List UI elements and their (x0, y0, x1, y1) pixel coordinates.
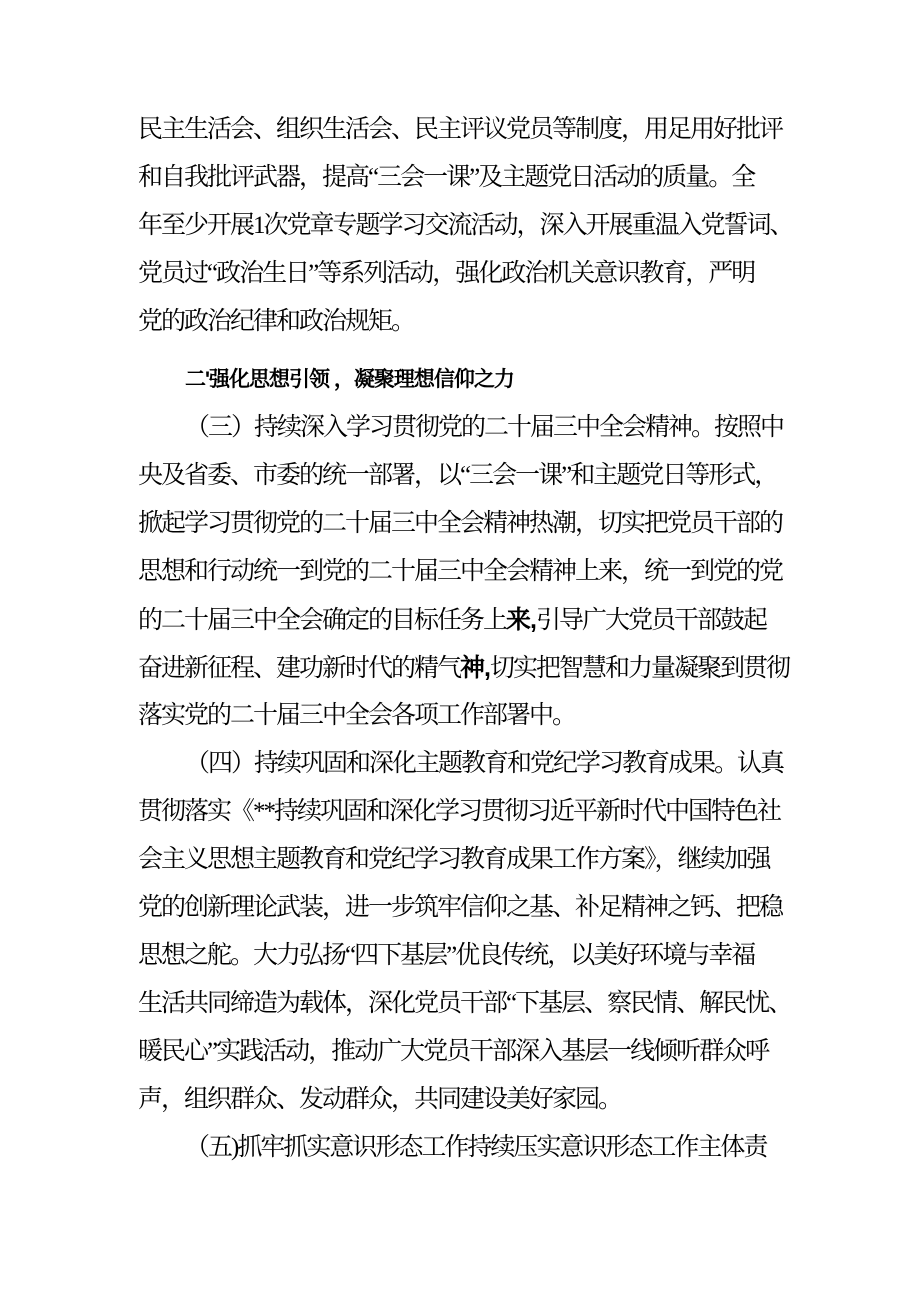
text-line (138, 404, 838, 452)
text-line (138, 692, 838, 740)
text-line (138, 836, 838, 884)
text-line (138, 1076, 838, 1124)
text-segment: 党员过“政治生日”等系列活动，强化政治机关意识教育，严明 (138, 260, 755, 287)
text-segment: 会主义思想主题教育和党纪学习教育成果工作方案》，继续加强 (138, 846, 770, 873)
text-segment: （五)抓牢抓实意识形态工作持续压实意识形态工作主体责 (185, 1134, 767, 1161)
text-segment: 二'强化思想引领 ，凝聚理想信仰之力 (185, 368, 514, 391)
text-segment: 声，组织群众、发动群众，共同建设美好家园。 (138, 1086, 622, 1113)
text-segment: 切实把智慧和力量凝聚到贯彻 (489, 655, 789, 682)
text-segment: 暖民心”实践活动，推动广大党员干部深入基层一线倾听群众呼 (138, 1038, 769, 1065)
text-segment: 落实党的二十届三中全会各项工作部署中。 (138, 702, 576, 729)
text-line (138, 980, 838, 1028)
text-segment: 引导广大党员干部鼓起 (535, 607, 766, 634)
text-line (138, 154, 838, 202)
text-segment: 生活共同缔造为载体，深化党员干部“下基层、察民情、解民忧、 (138, 990, 792, 1017)
text-line (138, 644, 838, 692)
text-segment: 的二十届三中全会确定的目标任务上 (138, 607, 507, 634)
text-line (138, 298, 838, 346)
document-lines (138, 106, 838, 1172)
text-segment: 掀起学习贯彻党的二十届三中全会精神热潮，切实把党员干部的 (138, 510, 783, 537)
text-line (138, 548, 838, 596)
text-line (138, 452, 838, 500)
text-line (138, 596, 838, 644)
text-segment: 年至少开展1次党章专题学习交流活动，深入开展重温入党誓词、 (138, 212, 793, 239)
text-line (138, 788, 838, 836)
text-line (138, 106, 838, 154)
text-line (138, 202, 838, 250)
text-segment: （三）持续深入学习贯彻党的二十届三中全会精神。按照中 (185, 414, 784, 441)
text-line (138, 884, 838, 932)
text-line (138, 1028, 838, 1076)
text-line (138, 250, 838, 298)
section-heading (138, 356, 838, 404)
text-segment: 党的政治纪律和政治规矩。 (138, 308, 415, 335)
text-segment: 来, (506, 606, 536, 634)
text-segment: 党的创新理论武装，进一步筑牢信仰之基、补足精神之钙、把稳 (138, 894, 783, 921)
text-line (138, 1124, 838, 1172)
text-line (138, 932, 838, 980)
text-segment: 民主生活会、组织生活会、民主评议党员等制度，用足用好批评 (138, 116, 783, 143)
text-segment: 奋进新征程、建功新时代的精气 (138, 655, 461, 682)
text-segment: 神, (460, 654, 490, 682)
text-line (138, 500, 838, 548)
text-line (138, 740, 838, 788)
text-segment: （四）持续巩固和深化主题教育和党纪学习教育成果。认真 (185, 750, 784, 777)
text-segment: 思想之舵。大力弘扬“四下基层”优良传统，以美好环境与幸福 (138, 942, 755, 969)
text-segment: 贯彻落实《**持续巩固和深化学习贯彻习近平新时代中国特色社 (138, 798, 781, 825)
text-segment: 和自我批评武器，提高“三会一课”及主题党日活动的质量。全 (138, 164, 755, 191)
text-segment: 央及省委、市委的统一部署，以“三会一课”和主题党日等形式， (138, 462, 778, 489)
text-segment: 思想和行动统一到党的二十届三中全会精神上来，统一到党的党 (138, 558, 783, 585)
